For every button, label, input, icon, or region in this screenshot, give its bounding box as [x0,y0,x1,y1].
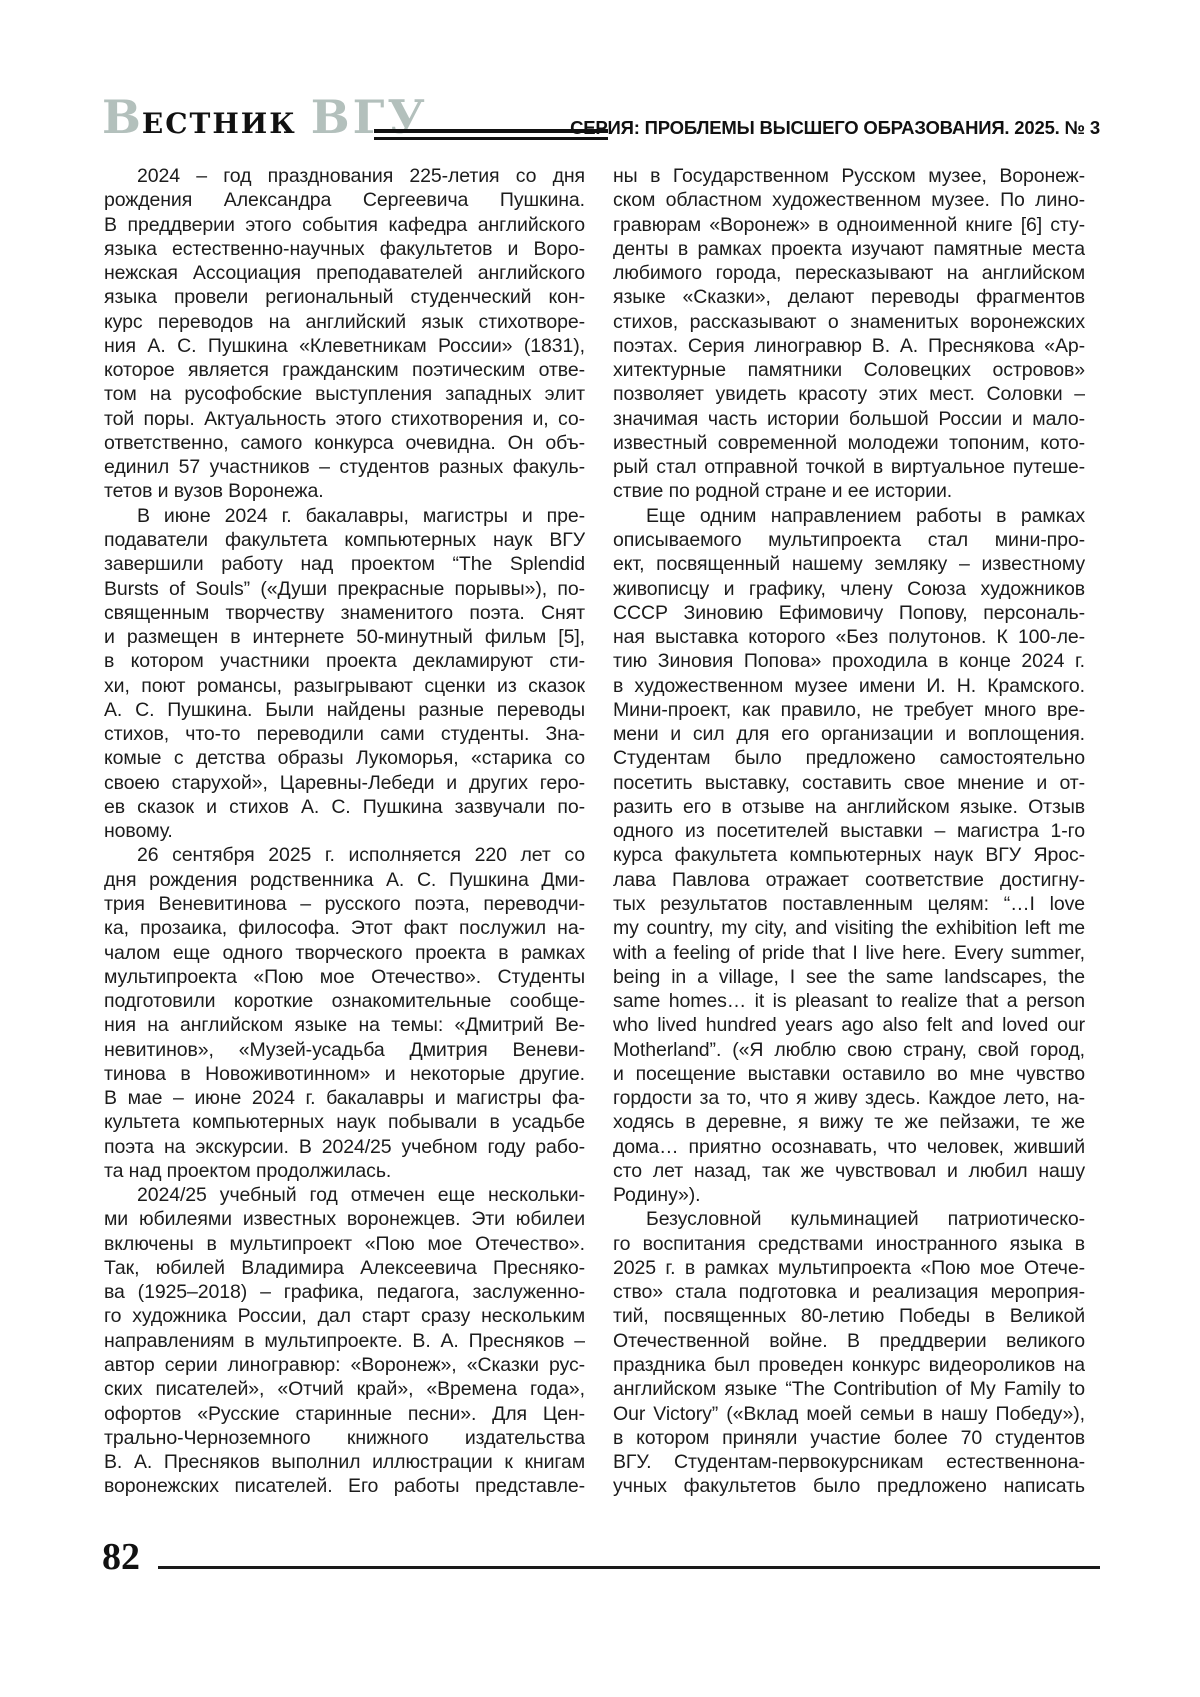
text-line: завершили работу над проектом “The Splendid [104,553,585,576]
paragraph [613,164,1085,504]
text-line: том на русофобские выступления западных элит [104,383,585,406]
text-line: комые с детства образы Лукоморья, «старика со [104,747,585,770]
text-line: включены в мультипроект «Пою мое Отечество». [104,1232,585,1255]
text-line: Студентам было предложено самостоятельно [613,747,1085,770]
text-line: любимого города, пересказывают на английском [613,262,1085,285]
text-line: описываемого мультипроекта стал мини-про- [613,528,1085,551]
text-line: трия Веневитинова – русского поэта, переводчи- [104,892,585,915]
text-line: языке «Сказки», делают переводы фрагментов [613,286,1085,309]
page-number: 82 [102,1536,140,1578]
text-line: учных факультетов было предложено написать [613,1475,1085,1498]
paragraph [613,504,1085,1208]
text-line: в художественном музее имени И. Н. Крамского. [613,674,1085,697]
text-line: подготовили короткие ознакомительные сообще- [104,990,585,1013]
text-line: дома… приятно осознавать, что человек, живший [613,1135,1085,1158]
text-line: хи, поют романсы, разыгрывают сценки из сказок [104,674,585,697]
text-line: дня рождения родственника А. С. Пушкина Дми- [104,868,585,891]
text-line: и размещен в интернете 50-минутный фильм [5], [104,626,585,649]
text-line: хитектурные памятники Соловецких островов» [613,359,1085,382]
text-line: стихов, рассказывают о знаменитых воронежских [613,310,1085,333]
text-line: 2024 – год празднования 225-летия со дня [137,165,585,187]
text-line: праздника был проведен конкурс видеороликов на [613,1354,1085,1377]
text-line: ми юбилеями известных воронежцев. Эти юбилеи [104,1208,585,1231]
text-line: денты в рамках проекта изучают памятные места [613,237,1085,260]
text-line: известный современной молодежи топоним, кото- [613,431,1085,454]
text-line: ев сказок и стихов А. С. Пушкина зазвучали по- [104,795,585,818]
text-line: ект, посвященный нашему земляку – известному [613,553,1085,576]
text-line: живописцу и графику, члену Союза художников [613,577,1085,600]
text-line: тию Зиновия Попова» проходила в конце 2024 г. [613,650,1085,673]
text-line: го художника России, дал старт сразу нескольким [104,1305,585,1328]
text-line: английском языке “The Contribution of My Family to [613,1378,1085,1401]
text-line: культета компьютерных наук побывали в усадьбе [104,1111,585,1134]
text-line: ния на английском языке на темы: «Дмитрий Ве- [104,1014,585,1037]
text-line: и посещение выставки оставило во мне чувство [613,1062,1085,1085]
text-line: same homes… it is pleasant to realize that a person [613,990,1085,1013]
text-line: ство» стала подготовка и реализация мероприя- [613,1281,1085,1304]
text-line: ходясь в деревне, я вижу те же пейзажи, те же [613,1111,1085,1134]
text-line: воронежских писателей. Его работы представле- [104,1475,585,1498]
paragraph [104,843,585,1183]
text-line: А. С. Пушкина. Были найдены разные переводы [104,698,585,721]
text-line: ная выставка которого «Без полутонов. К 100-ле- [613,626,1085,649]
text-line: рождения Александра Сергеевича Пушкина. [104,189,585,212]
text-line: в котором приняли участие более 70 студентов [613,1426,1085,1449]
text-line: ВГУ. Студентам-первокурсникам естественнона- [613,1451,1085,1474]
text-line: чалом еще одного творческого проекта в рамках [104,941,585,964]
text-line: значимая часть истории большой России и мало- [613,407,1085,430]
text-line: лава Павлова отражает соответствие достигну- [613,868,1085,891]
right-column [613,164,1085,1499]
text-line: тий, посвященных 80-летию Победы в Великой [613,1305,1085,1328]
text-line: Отечественной войне. В преддверии великого [613,1329,1085,1352]
text-line: в котором участники проекта декламируют сти- [104,650,585,673]
text-line: ва (1925–2018) – графика, педагога, заслуженно- [104,1281,585,1304]
text-line: with a feeling of pride that I live here. Every summer, [613,941,1085,964]
text-line: той поры. Актуальность этого стихотворения и, со- [104,407,585,430]
text-line: В июне 2024 г. бакалавры, магистры и пре- [137,504,585,527]
text-line: тых результатов поставленным целям: “…I love [613,892,1085,915]
text-line: ских писателей», «Отчий край», «Времена года», [104,1378,585,1401]
text-line: языка естественно-научных факультетов и Воро- [104,237,585,260]
text-line: my country, my city, and visiting the exhibition left me [613,917,1085,940]
left-column [104,164,585,1499]
text-line: которое является гражданским поэтическим отве- [104,359,585,382]
text-line: та над проектом продолжилась. [104,1159,392,1182]
text-line: тетов и вузов Воронежа. [104,480,324,503]
text-line: го воспитания средствами иностранного языка в [613,1232,1085,1255]
text-line: невитинов», «Музей-усадьба Дмитрия Веневи- [104,1038,585,1061]
logo-initial-letter: В [102,90,142,144]
paragraph [104,504,585,844]
text-line: курса факультета компьютерных наук ВГУ Ярос- [613,844,1085,867]
text-line: ском областном художественном музее. По лино- [613,189,1085,212]
text-line: единил 57 участников – студентов разных факуль- [104,456,585,479]
text-line: В. А. Пресняков выполнил иллюстрации к книгам [104,1451,585,1474]
text-line: ны в Государственном Русском музее, Воронеж- [613,165,1085,187]
text-line: священным творчеству знаменитого поэта. Снят [104,601,585,624]
text-line: СССР Зиновию Ефимовичу Попову, персональ- [613,601,1085,624]
text-line: 26 сентября 2025 г. исполняется 220 лет со [137,844,585,867]
text-line: ствие по родной стране и ее истории. [613,480,953,503]
text-line: В мае – июне 2024 г. бакалавры и магистры фа- [104,1087,585,1110]
text-line: 2025 г. в рамках мультипроекта «Пою мое Отече- [613,1256,1085,1279]
text-line: подаватели факультета компьютерных наук ВГУ [104,528,585,551]
text-line: ния А. С. Пушкина «Клеветникам России» (1831), [104,334,585,357]
text-line: поэтах. Серия линогравюр В. А. Преснякова «Ар- [613,334,1085,357]
text-line: being in a village, I see the same landscapes, the [613,965,1085,988]
text-line: Безусловной кульминацией патриотическо- [646,1208,1085,1231]
text-line: who lived hundred years ago also felt and loved our [613,1014,1085,1037]
text-line: сто лет назад, так же чувствовал и любил нашу [613,1159,1085,1182]
text-line: ответственно, самого конкурса очевидна. Он объ- [104,431,585,454]
text-line: мультипроекта «Пою мое Отечество». Студенты [104,965,585,988]
text-line: Мини-проект, как правило, не требует много вре- [613,698,1085,721]
text-line: языка провели региональный студенческий кон- [104,286,585,309]
text-line: разить его в отзыве на английском языке. Отзыв [613,795,1085,818]
text-line: Еще одним направлением работы в рамках [646,504,1085,527]
text-line: гордости за то, что я живу здесь. Каждое лето, на- [613,1087,1085,1110]
text-line: Родину»). [613,1184,701,1207]
paragraph [104,164,585,504]
text-line: ка, прозаика, философа. Этот факт послужил на- [104,917,585,940]
text-line: В преддверии этого события кафедра английского [104,213,585,236]
text-line: стихов, что-то переводили сами студенты. Зна- [104,723,585,746]
text-line: мени и сил для его организации и воплощения. [613,723,1085,746]
text-line: Motherland”. («Я люблю свою страну, свой город, [613,1038,1085,1061]
text-line: своею старухой», Царевны-Лебеди и других геро- [104,771,585,794]
text-line: новому. [104,820,173,843]
text-line: Bursts of Souls” («Души прекрасные порывы»), по- [104,577,585,600]
footer-rule [158,1566,1100,1569]
text-line: офортов «Русские старинные песни». Для Цен- [104,1402,585,1425]
text-line: трально-Черноземного книжного издательства [104,1426,585,1449]
text-line: позволяет увидеть красоту этих мест. Соловки – [613,383,1085,406]
text-line: Our Victory” («Вклад моей семьи в нашу Победу»), [613,1402,1085,1425]
text-line: 2024/25 учебный год отмечен еще нескольки- [137,1184,585,1207]
logo-title-text: ЕСТНИК [141,107,297,140]
text-line: поэта на экскурсии. В 2024/25 учебном году рабо- [104,1135,585,1158]
text-line: рый стал отправной точкой в виртуальное путеше- [613,456,1085,479]
text-line: одного из посетителей выставки – магистра 1-го [613,820,1085,843]
logo-university-abbr: ВГУ [310,90,428,144]
paragraph [104,1183,585,1498]
text-line: Так, юбилей Владимира Алексеевича Пресняко- [104,1256,585,1279]
paragraph [613,1207,1085,1498]
text-line: автор серии линогравюр: «Воронеж», «Сказки рус- [104,1354,585,1377]
text-line: курс переводов на английский язык стихотворе- [104,310,585,333]
text-line: нежская Ассоциация преподавателей английского [104,262,585,285]
series-title: СЕРИЯ: ПРОБЛЕМЫ ВЫСШЕГО ОБРАЗОВАНИЯ. 2025. № 3 [570,117,1100,138]
text-line: направлениям в мультипроекте. В. А. Пресняков – [104,1329,585,1352]
article-body [104,164,1085,1499]
text-line: посетить выставку, составить свое мнение и от- [613,771,1085,794]
text-line: гравюрам «Воронеж» в одноименной книге [6] сту- [613,213,1085,236]
text-line: тинова в Новоживотинном» и некоторые другие. [104,1062,585,1085]
